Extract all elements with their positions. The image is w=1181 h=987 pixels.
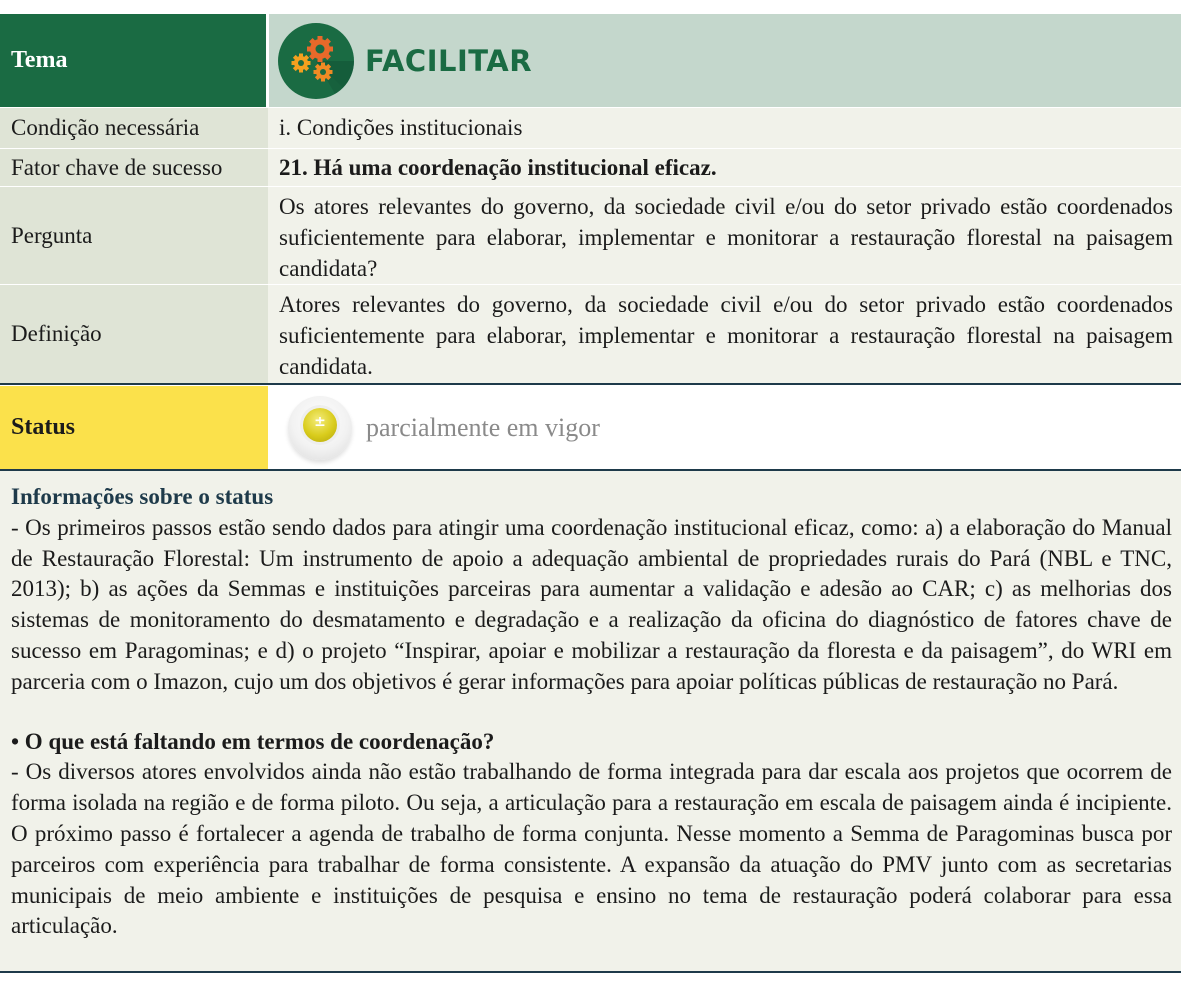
- info-title: Informações sobre o status: [11, 484, 274, 509]
- status-value: parcialmente em vigor: [366, 412, 600, 442]
- status-info-section: [0, 471, 1181, 971]
- fator-row: [0, 149, 1181, 186]
- fator-value: 21. Há uma coordenação institucional eficaz.: [268, 149, 1181, 186]
- definicao-cell: [268, 285, 1181, 383]
- bottom-rule: [0, 971, 1181, 973]
- definicao-label: Definição: [0, 285, 268, 383]
- status-symbol: ±: [314, 413, 326, 430]
- status-top-rule: [0, 383, 1181, 385]
- condicao-value: i. Condições institucionais: [268, 108, 1181, 148]
- info-paragraph-1: - Os primeiros passos estão sendo dados para atingir uma coordenação institucional eficaz, como: a) a elaboração do Manual de Restauração Florestal: Um instrumento de apoio a adequação ambiental de propriedades rurais do Pará (NBL e TNC, 2013); b) as ações da Semmas e instituições parceiras para aumentar a validação e adesão ao CAR; c) as melhorias dos sistemas de monitoramento do desmatamento e degradação e a realização da oficina do diagnóstico de fatores chave de sucesso em Paragominas; e d) o projeto “Inspirar, apoiar e mobilizar a restauração da floresta e da paisagem”, do WRI em parceria com o Imazon, cujo um dos objetivos é gerar informações para apoiar políticas públicas de restauração no Pará.: [11, 514, 1172, 694]
- status-label: Status: [0, 386, 268, 469]
- header-divider: [266, 14, 269, 107]
- pergunta-cell: [268, 187, 1181, 284]
- plus-minus-knob-icon: [288, 396, 352, 460]
- definicao-value: Atores relevantes do governo, da sociedade civil e/ou do setor privado estão coordenados suficientemente para elaborar, implementar e monitorar a restauração florestal na paisagem candidata.: [279, 292, 1173, 379]
- pergunta-label: Pergunta: [0, 187, 268, 284]
- condicao-row: [0, 108, 1181, 148]
- pergunta-value: Os atores relevantes do governo, da sociedade civil e/ou do setor privado estão coordenados suficientemente para elaborar, implementar e monitorar a restauração florestal na paisagem candidata?: [279, 193, 1173, 281]
- theme-header-row: [0, 14, 1181, 107]
- status-row: [0, 386, 1181, 469]
- status-cell: [268, 386, 1181, 469]
- theme-title: FACILITAR: [365, 43, 533, 78]
- tema-label: Tema: [0, 14, 268, 107]
- theme-title-cell: [268, 14, 1181, 107]
- info-question: • O que está faltando em termos de coordenação?: [11, 728, 495, 754]
- definicao-row: [0, 285, 1181, 383]
- fator-label: Fator chave de sucesso: [0, 149, 268, 186]
- gears-icon: [278, 23, 354, 99]
- info-paragraph-2: - Os diversos atores envolvidos ainda não estão trabalhando de forma integrada para dar escala aos projetos que ocorrem de forma isolada na região e de forma piloto. Ou seja, a articulação para a restauração em escala de paisagem ainda é incipiente. O próximo passo é fortalecer a agenda de trabalho de forma conjunta. Nesse momento a Semma de Paragominas busca por parceiros com experiência para trabalhar de forma consistente. A expansão da atuação do PMV junto com as secretarias municipais de meio ambiente e instituições de pesquisa e ensino no tema de restauração poderá colaborar para essa articulação.: [11, 759, 1172, 939]
- pergunta-row: [0, 187, 1181, 284]
- condicao-label: Condição necessária: [0, 108, 268, 148]
